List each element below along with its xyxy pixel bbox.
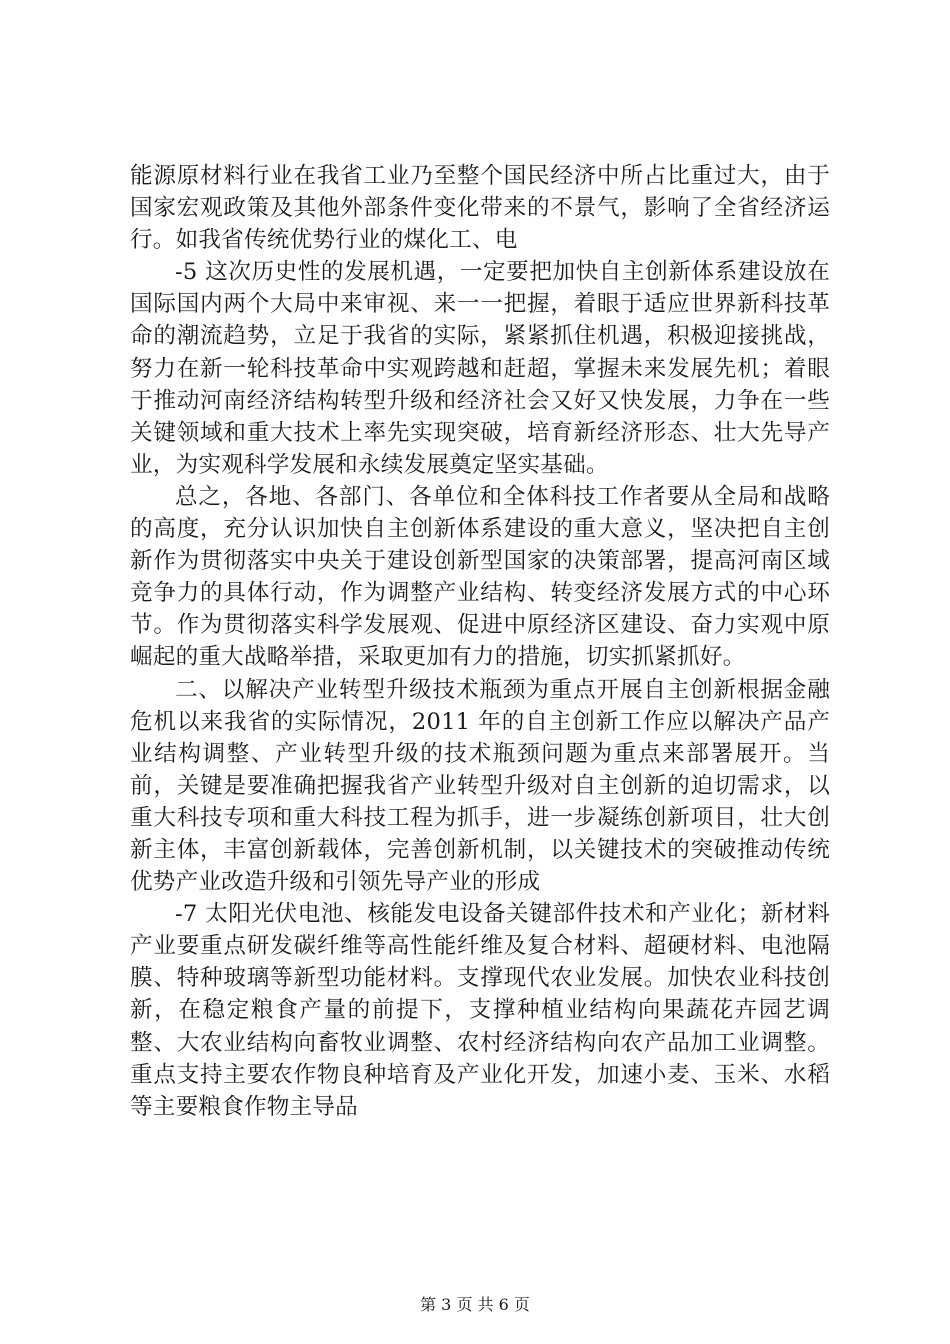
paragraph: 能源原材料行业在我省工业乃至整个国民经济中所占比重过大，由于国家宏观政策及其他外部条件变化带来的不景气，影响了全省经济运行。如我省传统优势行业的煤化工、电	[130, 163, 830, 254]
paragraph: -7 太阳光伏电池、核能发电设备关键部件技术和产业化；新材料产业要重点研发碳纤维等高性能纤维及复合材料、超硬材料、电池隔膜、特种玻璃等新型功能材料。支撑现代农业发展。加快农业科技创新，在稳定粮食产量的前提下，支撑种植业结构向果蔬花卉园艺调整、大农业结构向畜牧业调整、农村经济结构向农产品加工业调整。重点支持主要农作物良种培育及产业化开发，加速小麦、玉米、水稻等主要粮食作物主导品	[130, 901, 830, 1120]
page-number-footer: 第 3 页 共 6 页	[420, 1295, 530, 1314]
paragraph: 总之，各地、各部门、各单位和全体科技工作者要从全局和战略的高度，充分认识加快自主创新体系建设的重大意义，坚决把自主创新作为贯彻落实中央关于建设创新型国家的决策部署，提高河南区域竞争力的具体行动，作为调整产业结构、转变经济发展方式的中心环节。作为贯彻落实科学发展观、促进中原经济区建设、奋力实观中原崛起的重大战略举措，采取更加有力的措施，切实抓紧抓好。	[130, 483, 830, 671]
paragraph: -5 这次历史性的发展机遇，一定要把加快自主创新体系建设放在国际国内两个大局中来审视、来一一把握，着眼于适应世界新科技革命的潮流趋势，立足于我省的实际，紧紧抓住机遇，积极迎接挑战，努力在新一轮科技革命中实观跨越和赶超，掌握未来发展先机；着眼于推动河南经济结构转型升级和经济社会又好又快发展，力争在一些关键领域和重大技术上率先实现突破，培育新经济形态、壮大先导产业，为实观科学发展和永续发展奠定坚实基础。	[130, 259, 830, 478]
paragraph: 二、以解决产业转型升级技术瓶颈为重点开展自主创新根据金融危机以来我省的实际情况，2011 年的自主创新工作应以解决产品产业结构调整、产业转型升级的技术瓶颈问题为重点来部署展开。当前，关键是要准确把握我省产业转型升级对自主创新的迫切需求，以重大科技专项和重大科技工程为抓手，进一步凝练创新项目，壮大创新主体，丰富创新载体，完善创新机制，以关键技术的突破推动传统优势产业改造升级和引领先导产业的形成	[130, 676, 830, 896]
document-body	[130, 160, 830, 1123]
